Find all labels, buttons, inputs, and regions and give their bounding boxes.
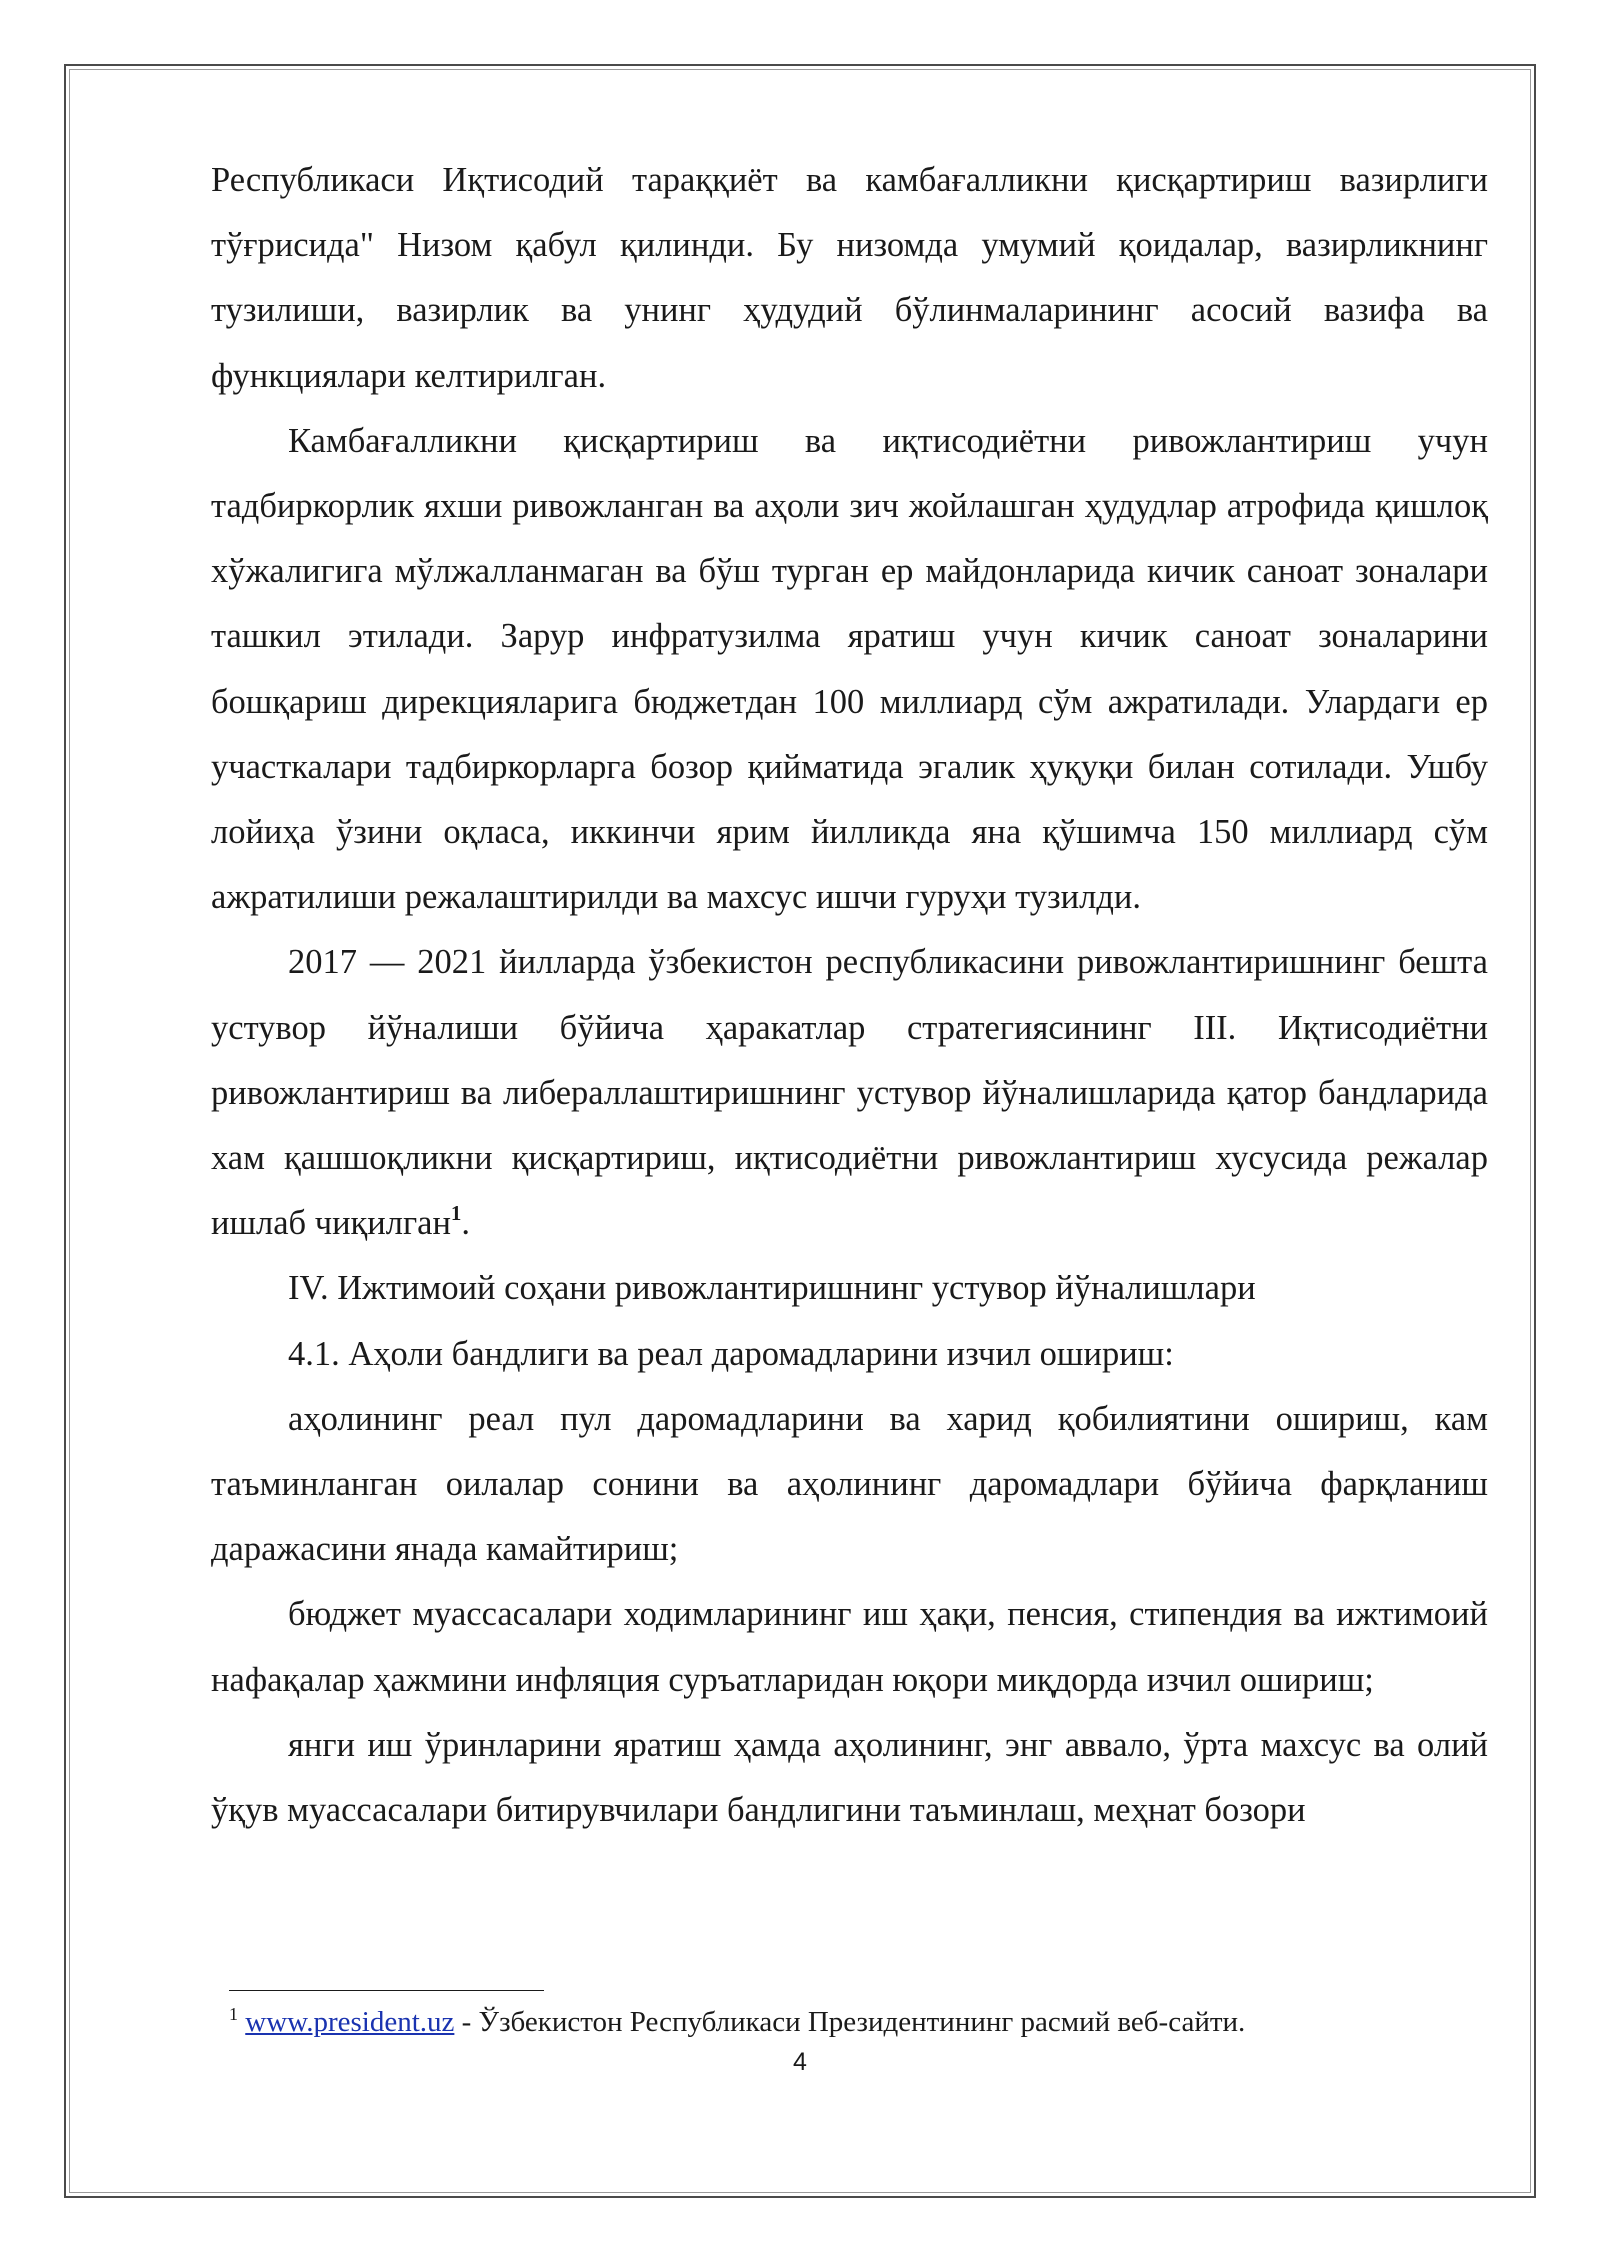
document-body [211, 148, 1488, 1843]
paragraph-2: Камбағалликни қисқартириш ва иқтисодиётни ривожлантириш учун тадбиркорлик яхши ривожланган ва аҳоли зич жойлашган ҳудудлар атрофида қишлоқ хўжалигига мўлжалланмаган ва бўш турган ер майдонларида кичик саноат зоналари ташкил этилади. Зарур инфратузилма яратиш учун кичик саноат зоналарини бошқариш дирекцияларига бюджетдан 100 миллиард сўм ажратилади. Улардаги ер участкалари тадбиркорларга бозор қийматида эгалик ҳуқуқи билан сотилади. Ушбу лойиҳа ўзини оқласа, иккинчи ярим йилликда яна қўшимча 150 миллиард сўм ажратилиши режалаштирилди ва махсус ишчи гуруҳи тузилди. [211, 421, 1488, 917]
footnote-separator [229, 1990, 544, 1991]
footnote-link[interactable]: www.president.uz [245, 2006, 455, 2038]
paragraph-6: аҳолининг реал пул даромадларини ва харид қобилиятини ошириш, кам таъминланган оилалар сонини ва аҳолининг даромадлари бўйича фарқланиш даражасини янада камайтириш; [211, 1399, 1488, 1569]
page-number: 4 [793, 2048, 807, 2076]
paragraph-7: бюджет муассасалари ходимларининг иш ҳақи, пенсия, стипендия ва ижтимоий нафақалар ҳажмини инфляция суръатларидан юқори миқдорда изчил ошириш; [211, 1595, 1488, 1699]
footnote-reference[interactable]: 1 [450, 1201, 462, 1226]
paragraph-8: янги иш ўринларини яратиш ҳамда аҳолининг, энг аввало, ўрта махсус ва олий ўқув муассасалари битирувчилари бандлигини таъминлаш, меҳнат бозори [211, 1725, 1488, 1830]
paragraph-3 [211, 930, 1488, 1256]
footnote [229, 2004, 1489, 2040]
footnote-text: - Ўзбекистон Республикаси Президентининг расмий веб-сайти. [454, 2006, 1246, 2038]
section-heading: IV. Ижтимоий соҳани ривожлантиришнинг устувор йўналишлари [288, 1269, 1256, 1308]
paragraph-3-text: 2017 — 2021 йилларда ўзбекистон республикасини ривожлантиришнинг бешта устувор йўналиши бўйича ҳаракатлар стратегиясининг III. Иқтисодиётни ривожлантириш ва либераллаштиришнинг устувор йўналишларида қатор бандларида хам қашшоқликни қисқартириш, иқтисодиётни ривожлантириш хусусида режалар ишлаб чиқилган [211, 943, 1488, 1243]
footnote-marker: 1 [229, 2004, 238, 2024]
paragraph-1: Республикаси Иқтисодий тараққиёт ва камбағалликни қисқартириш вазирлиги тўғрисида" Низом қабул қилинди. Бу низомда умумий қоидалар, вазирликнинг тузилиши, вазирлик ва унинг ҳудудий бўлинмаларининг асосий вазифа ва функциялари келтирилган. [211, 161, 1488, 395]
subsection-heading: 4.1. Аҳоли бандлиги ва реал даромадларини изчил ошириш: [288, 1334, 1174, 1373]
paragraph-3-end: . [461, 1204, 471, 1243]
